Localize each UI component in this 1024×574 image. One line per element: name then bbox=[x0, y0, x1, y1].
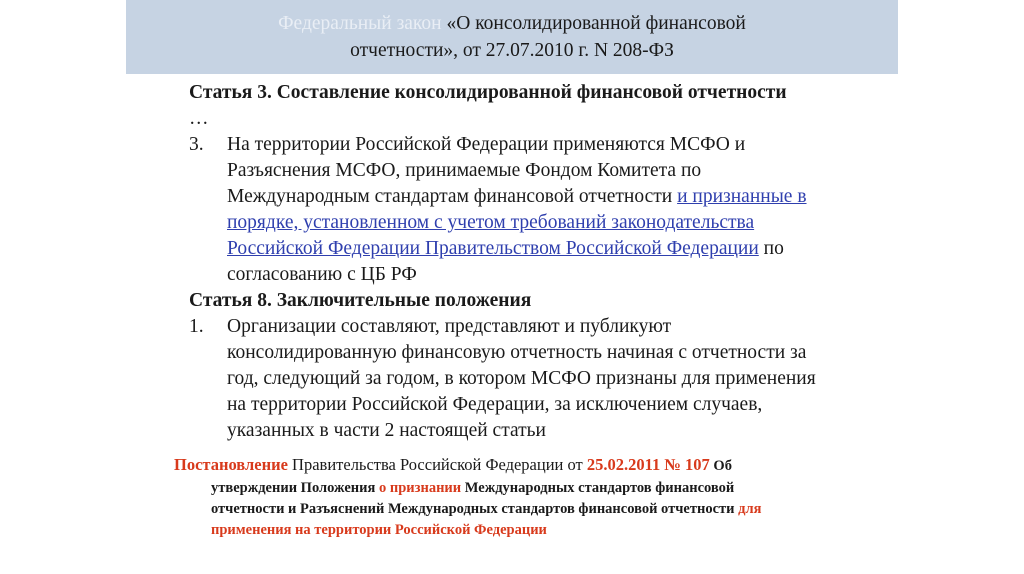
document-body bbox=[189, 80, 889, 444]
text-line: на территории Российской Федерации, за исключением случаев, bbox=[227, 394, 763, 415]
text-line: На территории Российской Федерации применяются МСФО и bbox=[227, 134, 746, 155]
law-link[interactable]: Российской Федерации Правительством Российской Федерации bbox=[227, 238, 759, 259]
text-line: указанных в части 2 настоящей статьи bbox=[227, 420, 546, 441]
text-line: согласованию с ЦБ РФ bbox=[227, 264, 417, 285]
footer-text: Правительства Российской Федерации от bbox=[287, 455, 587, 474]
footer-note bbox=[174, 454, 874, 541]
law-link[interactable]: и признанные в bbox=[677, 186, 807, 207]
article-8-heading: Статья 8. Заключительные положения bbox=[189, 290, 532, 311]
text-line: консолидированную финансовую отчетность начиная с отчетности за bbox=[227, 342, 807, 363]
item-number: 1. bbox=[189, 316, 204, 337]
footer-bold-text: Международных стандартов финансовой bbox=[461, 479, 735, 496]
footer-line-1 bbox=[174, 454, 874, 478]
item-number: 3. bbox=[189, 134, 204, 155]
title-faded-text: Федеральный закон bbox=[278, 13, 442, 34]
text-line: Разъяснения МСФО, принимаемые Фондом Комитета по bbox=[227, 160, 702, 181]
footer-bold-text: Об bbox=[709, 458, 732, 474]
footer-red-text: применения на территории Российской Федерации bbox=[211, 521, 547, 538]
article-8-item bbox=[189, 314, 889, 444]
footer-bold-text: утверждении Положения bbox=[211, 479, 379, 496]
footer-red-text: Постановление bbox=[174, 455, 288, 474]
footer-red-text: для bbox=[738, 500, 762, 517]
law-link[interactable]: порядке, установленном с учетом требований законодательства bbox=[227, 212, 755, 233]
page-title bbox=[126, 10, 898, 64]
title-text: «О консолидированной финансовой bbox=[441, 13, 746, 34]
footer-date: 25.02.2011 № 107 bbox=[586, 455, 710, 474]
ellipsis: … bbox=[189, 108, 209, 129]
article-3-item bbox=[189, 132, 889, 288]
text-line: Организации составляют, представляют и публикуют bbox=[227, 316, 672, 337]
title-line-2: отчетности», от 27.07.2010 г. N 208-ФЗ bbox=[350, 40, 674, 61]
text-line: год, следующий за годом, в котором МСФО признаны для применения bbox=[227, 368, 816, 389]
article-3-heading: Статья 3. Составление консолидированной финансовой отчетности bbox=[189, 82, 787, 103]
footer-bold-text: отчетности и Разъяснений Международных стандартов финансовой отчетности bbox=[211, 500, 739, 517]
footer-line-2 bbox=[211, 478, 874, 541]
footer-red-text: о признании bbox=[378, 479, 462, 496]
text-line: Международным стандартам финансовой отчетности bbox=[227, 186, 678, 207]
text-line: по bbox=[758, 238, 784, 259]
header-band bbox=[126, 0, 898, 74]
